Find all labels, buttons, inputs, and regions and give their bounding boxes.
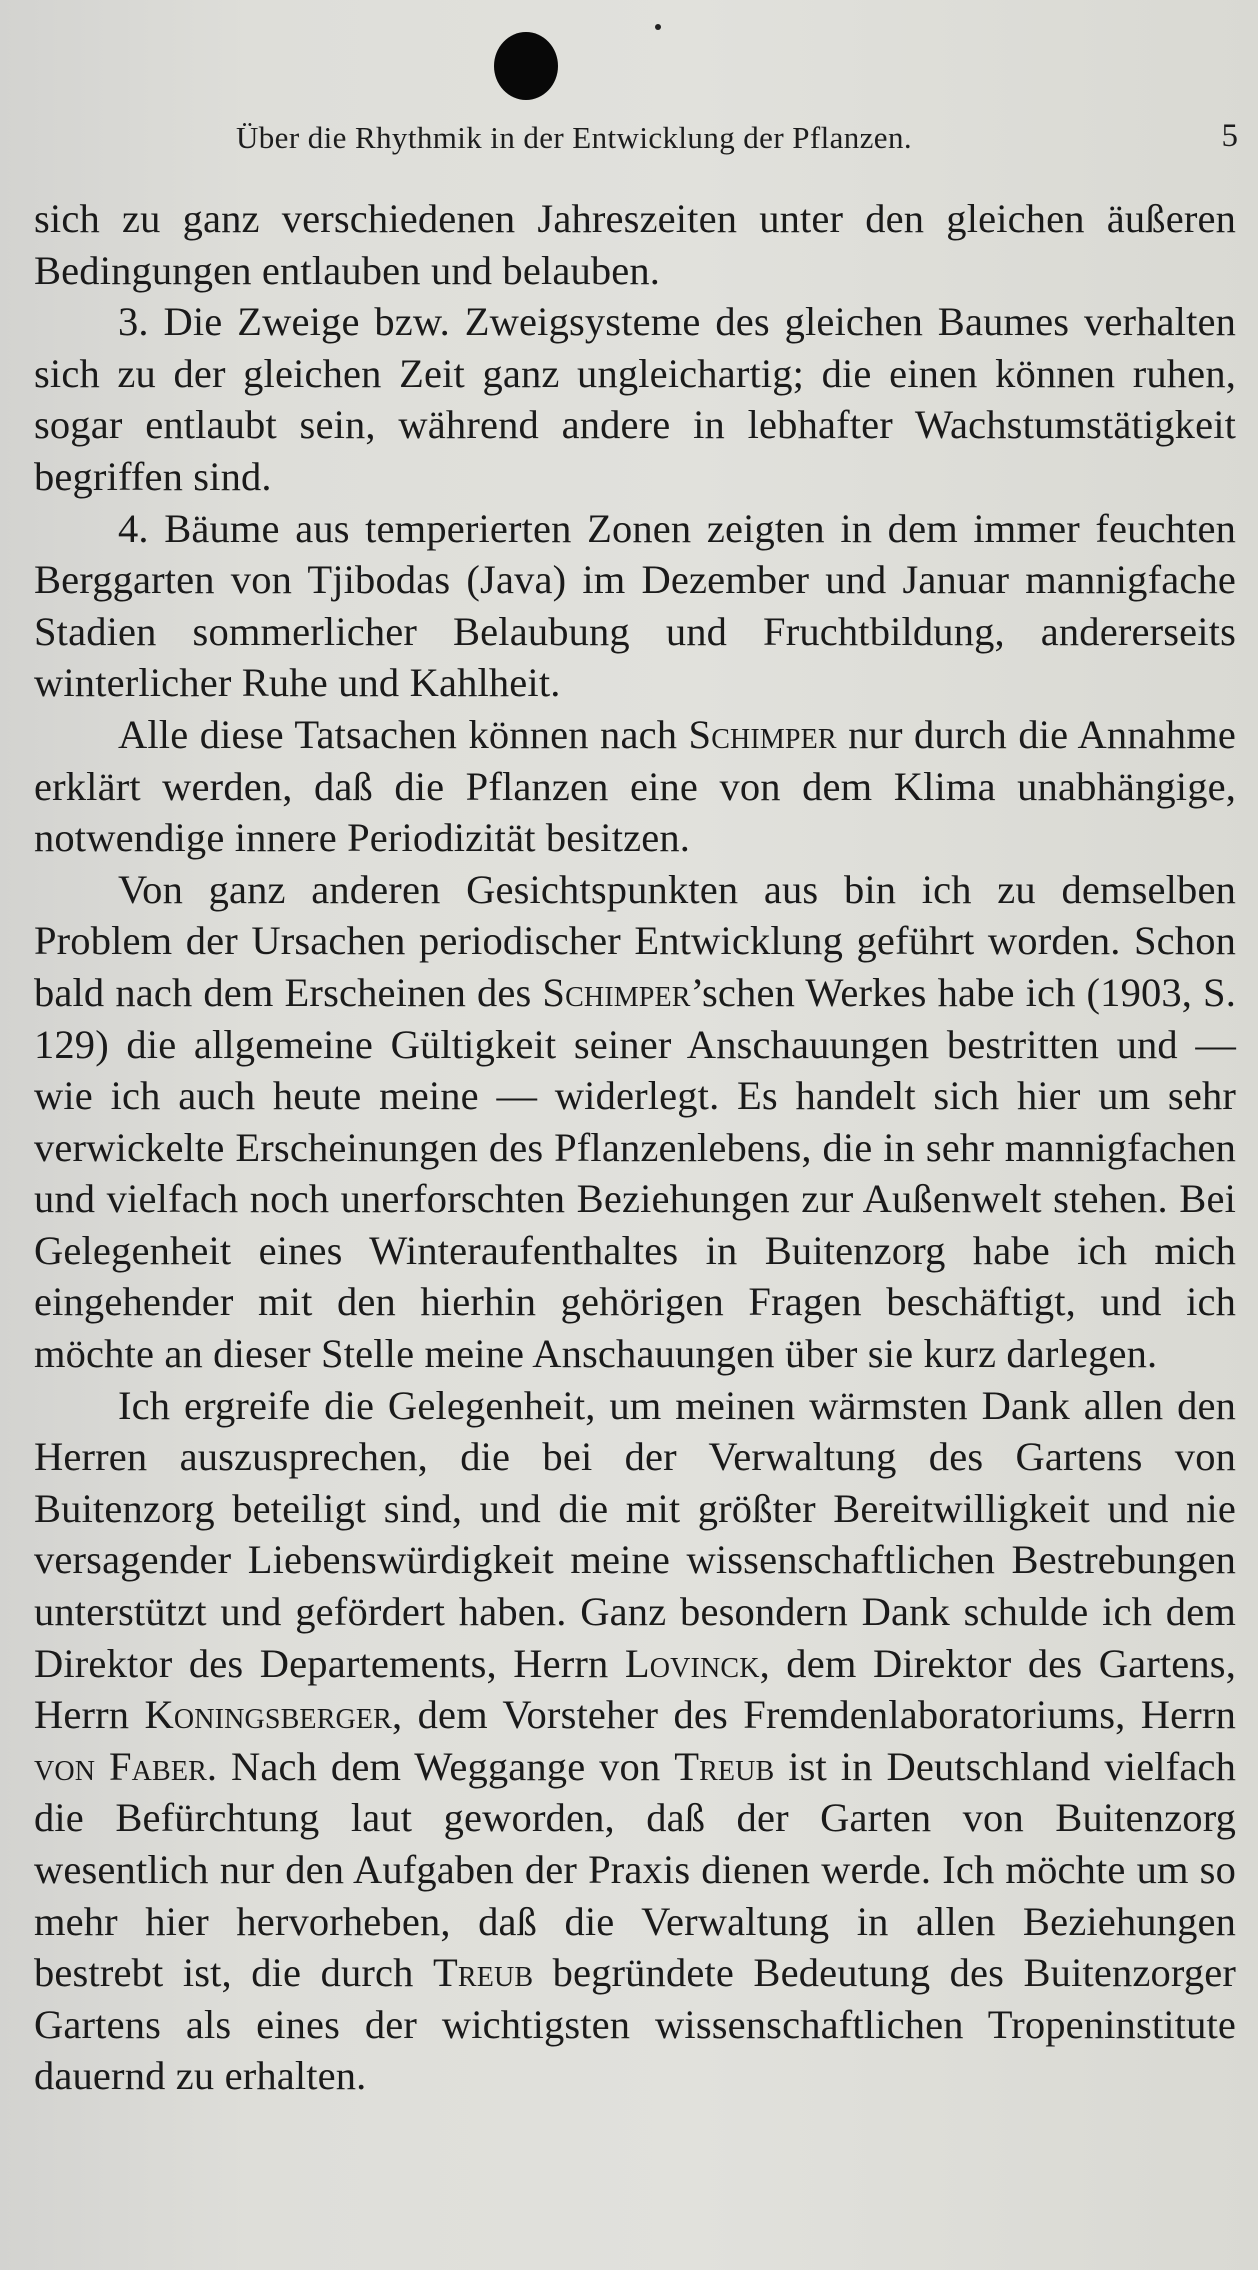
page-number: 5 [1221,118,1238,154]
paragraph-4-text-a: Alle diese Tatsachen können nach [118,711,689,757]
person-name-von-faber: von Faber [34,1743,207,1789]
paragraph-6-text-d: . Nach dem Weggange von [206,1743,675,1789]
ink-speck [655,24,661,30]
running-header: Über die Rhythmik in der Entwicklung der Pflanzen. [236,120,913,155]
body-text [34,193,1236,2102]
person-name-treub: Treub [674,1743,775,1789]
person-name-koningsberger: Koningsberger [144,1692,392,1738]
author-name-schimper: Schimper [542,969,691,1015]
author-name-schimper: Schimper [688,711,837,757]
paragraph-6-text-b: , dem Direktor des Gartens, Herrn [34,1640,1236,1738]
person-name-lovinck: Lovinck [624,1640,760,1686]
paragraph-6-text-e: ist in Deutschland vielfach die Befürchtung laut geworden, daß der Garten von Buitenzorg wesentlich nur den Aufgaben der Praxis dienen werde. Ich möchte um so mehr hier hervorheben, daß die Verwaltung in allen Beziehungen bestrebt ist, die durch [34,1743,1236,1996]
paragraph-1: sich zu ganz verschiedenen Jahreszeiten unter den gleichen äußeren Bedingungen entlauben und belauben. [34,196,1236,293]
paragraph-5-text-b: ’schen Werkes habe ich (1903, S. 129) die allgemeine Gültigkeit seiner Anschauungen bestritten und — wie ich auch heute meine — widerlegt. Es handelt sich hier um sehr verwickelte Erscheinungen des Pflanzenlebens, die in sehr mannigfachen und vielfach noch unerforschten Beziehungen zur Außenwelt stehen. Bei Gelegenheit eines Winteraufenthaltes in Buitenzorg habe ich mich eingehender mit den hierhin gehörigen Fragen beschäftigt, und ich möchte an dieser Stelle meine Anschauungen über sie kurz darlegen. [34,969,1236,1377]
paragraph-5-text-a: Von ganz anderen Gesichtspunkten aus bin ich zu demselben Problem der Ursachen periodischer Entwicklung geführt worden. Schon bald nach dem Erscheinen des [34,866,1236,1015]
punch-hole-mark [494,32,558,100]
paragraph-6-text-f: begründete Bedeutung des Buitenzorger Gartens als eines der wichtigsten wissenschaftlichen Tropeninstitute dauernd zu erhalten. [34,1950,1236,2099]
paragraph-4 [34,709,1236,864]
paragraph-6 [34,1380,1236,2102]
paragraph-6-text-a: Ich ergreife die Gelegenheit, um meinen wärmsten Dank allen den Herren auszusprechen, die bei der Verwaltung des Gartens von Buitenzorg beteiligt sind, und die mit größter Bereitwilligkeit und nie versagender Liebenswürdigkeit meine wissenschaftlichen Bestrebungen unterstützt und gefördert haben. Ganz besondern Dank schulde ich dem Direktor des Departements, Herrn [34,1382,1236,1686]
paragraph-3: 4. Bäume aus temperierten Zonen zeigten in dem immer feuchten Berggarten von Tjibodas (Java) im Dezember und Januar mannigfache Stadien sommerlicher Belaubung und Fruchtbildung, andererseits winterlicher Ruhe und Kahlheit. [34,505,1236,706]
paragraph-2: 3. Die Zweige bzw. Zweigsysteme des gleichen Baumes verhalten sich zu der gleichen Zeit ganz ungleichartig; die einen können ruhen, sogar entlaubt sein, während andere in lebhafter Wachstumstätigkeit begriffen sind. [34,299,1236,499]
paragraph-4-text-b: nur durch die Annahme erklärt werden, daß die Pflanzen eine von dem Klima unabhängige, notwendige innere Periodizität besitzen. [34,711,1236,861]
paragraph-5 [34,864,1236,1380]
paragraph-6-text-c: , dem Vorsteher des Fremdenlaboratoriums, Herrn [391,1692,1236,1738]
person-name-treub: Treub [432,1950,534,1996]
